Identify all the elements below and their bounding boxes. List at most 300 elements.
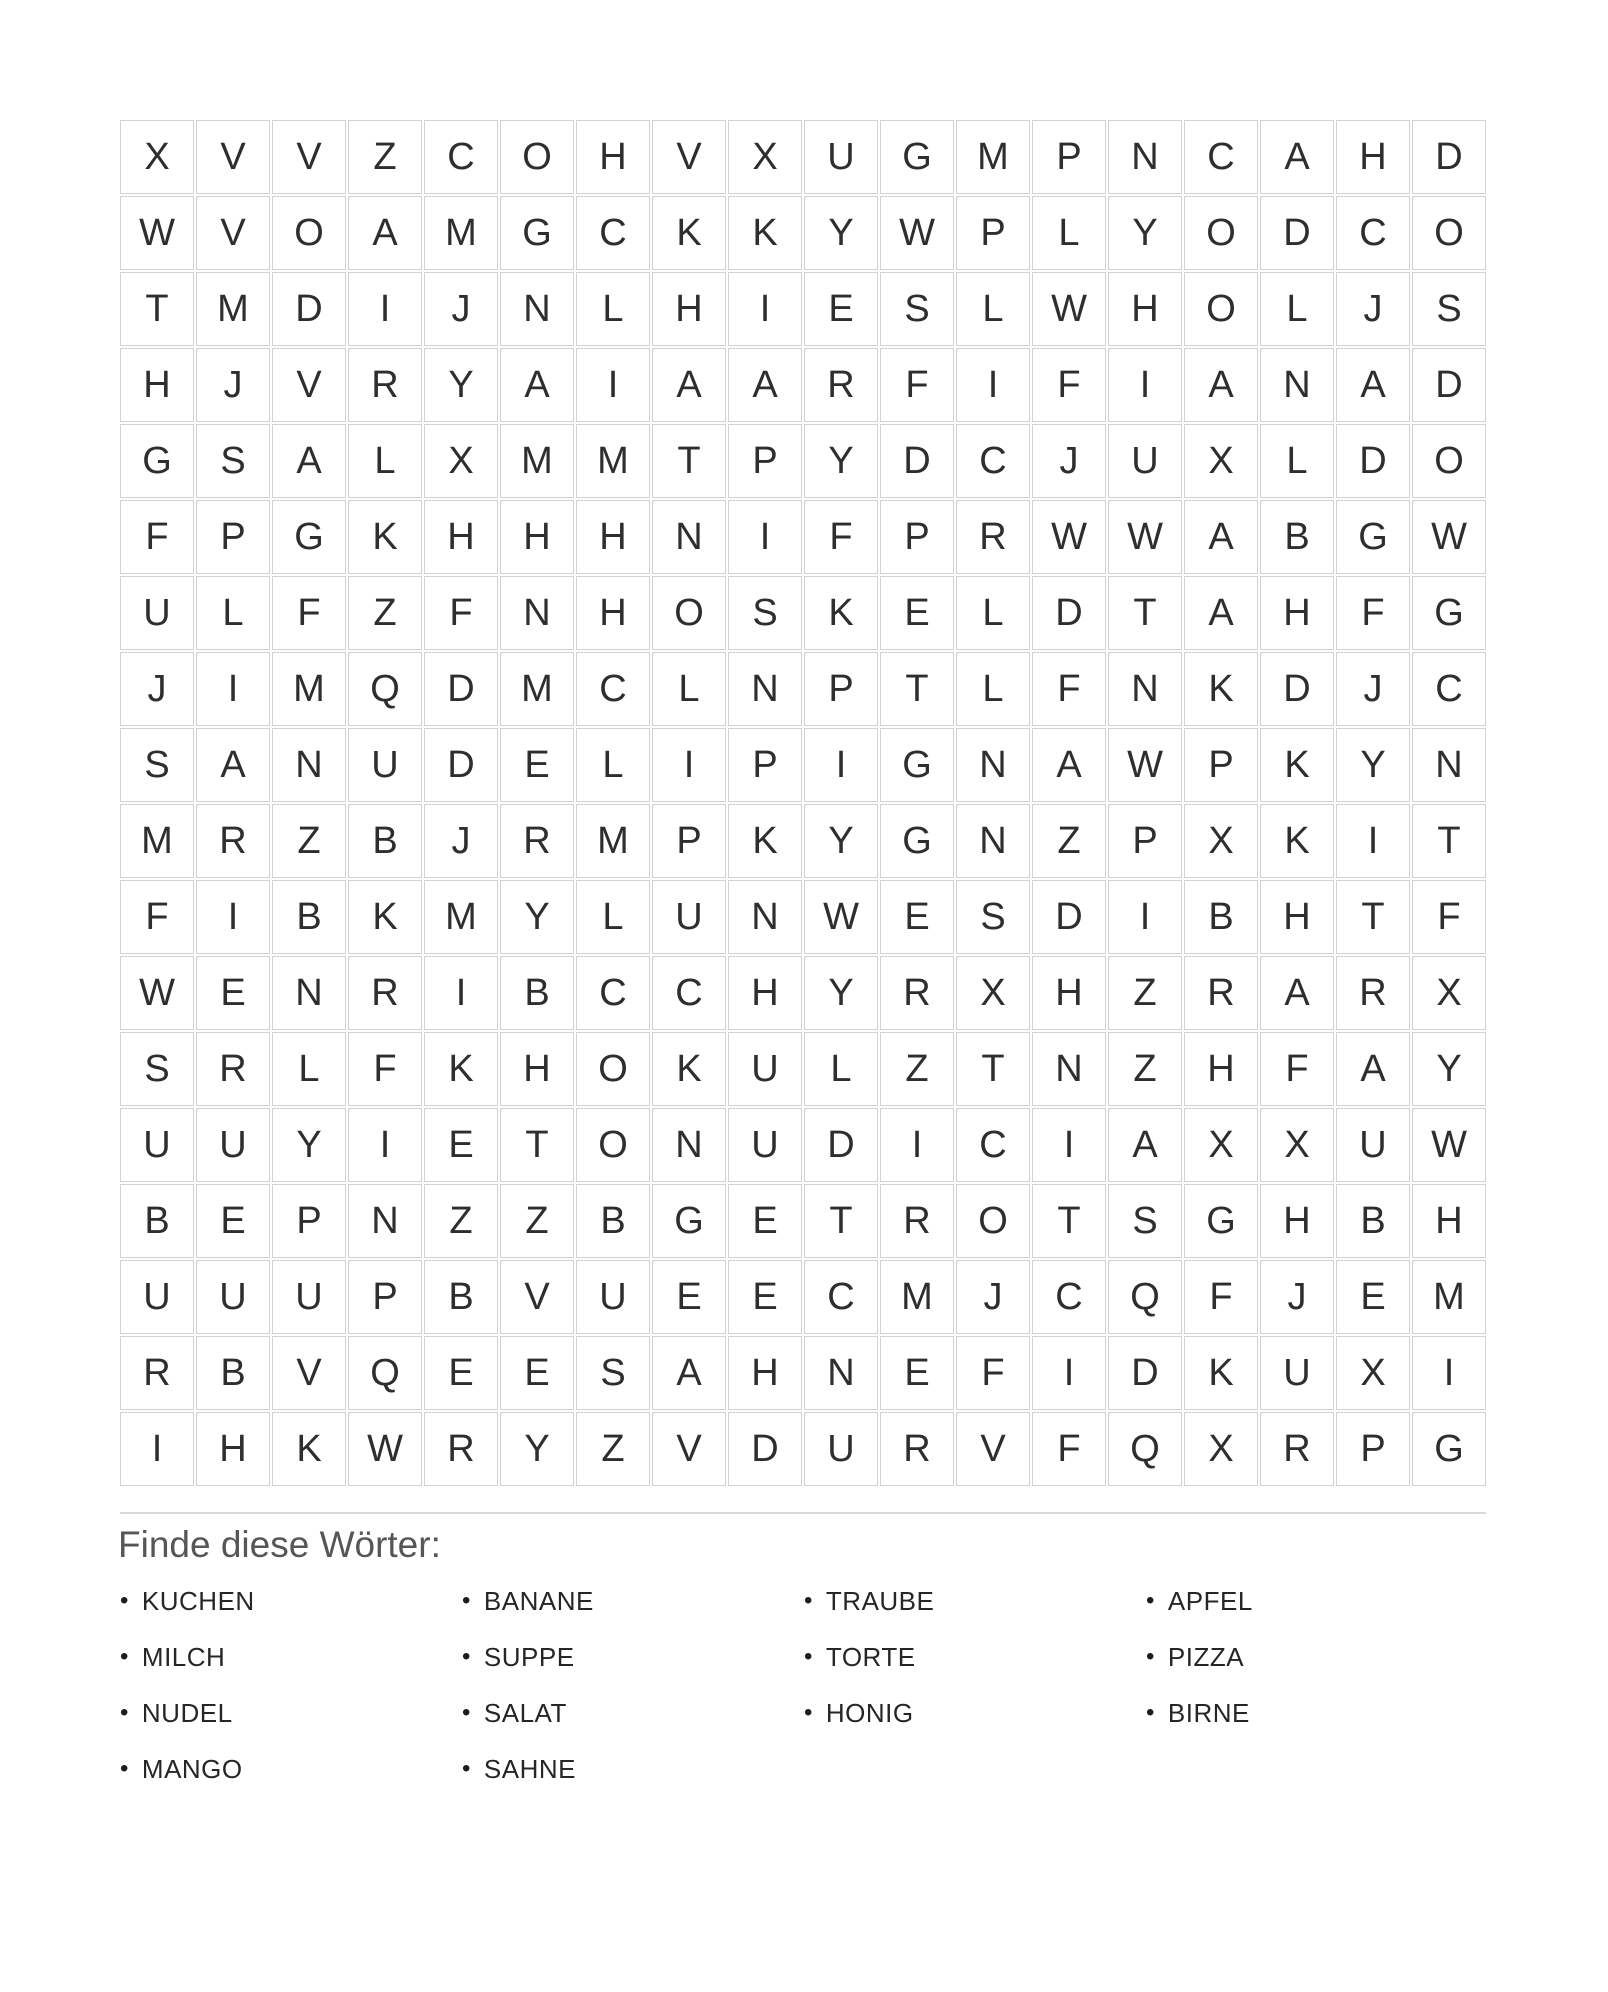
grid-cell: R: [424, 1412, 498, 1486]
grid-cell: I: [1032, 1336, 1106, 1410]
grid-cell: H: [500, 1032, 574, 1106]
grid-cell: M: [1412, 1260, 1486, 1334]
grid-cell: U: [804, 120, 878, 194]
grid-cell: Y: [804, 804, 878, 878]
grid-cell: E: [880, 1336, 954, 1410]
grid-cell: O: [1184, 196, 1258, 270]
grid-cell: B: [196, 1336, 270, 1410]
grid-cell: F: [804, 500, 878, 574]
grid-cell: E: [500, 1336, 574, 1410]
grid-cell: R: [956, 500, 1030, 574]
grid-cell: Z: [500, 1184, 574, 1258]
grid-cell: U: [272, 1260, 346, 1334]
grid-cell: J: [120, 652, 194, 726]
grid-cell: M: [272, 652, 346, 726]
grid-cell: F: [880, 348, 954, 422]
grid-cell: L: [272, 1032, 346, 1106]
grid-cell: G: [120, 424, 194, 498]
grid-cell: I: [196, 652, 270, 726]
grid-cell: T: [804, 1184, 878, 1258]
grid-cell: K: [652, 196, 726, 270]
grid-cell: D: [1336, 424, 1410, 498]
grid-cell: E: [500, 728, 574, 802]
word-list-item: [804, 1698, 1146, 1728]
grid-cell: F: [1336, 576, 1410, 650]
grid-cell: N: [728, 652, 802, 726]
grid-cell: A: [1260, 956, 1334, 1030]
grid-cell: K: [1184, 652, 1258, 726]
grid-cell: T: [500, 1108, 574, 1182]
grid-cell: R: [1260, 1412, 1334, 1486]
word-text: BANANE: [483, 1585, 594, 1616]
grid-cell: P: [1336, 1412, 1410, 1486]
grid-cell: X: [1412, 956, 1486, 1030]
grid-cell: K: [728, 196, 802, 270]
grid-cell: V: [196, 120, 270, 194]
grid-cell: P: [880, 500, 954, 574]
grid-cell: U: [652, 880, 726, 954]
grid-cell: D: [728, 1412, 802, 1486]
grid-cell: Z: [424, 1184, 498, 1258]
grid-cell: H: [500, 500, 574, 574]
grid-cell: A: [196, 728, 270, 802]
grid-cell: A: [500, 348, 574, 422]
grid-cell: N: [500, 576, 574, 650]
grid-cell: S: [1412, 272, 1486, 346]
word-list-item: [462, 1698, 804, 1728]
grid-cell: G: [1412, 1412, 1486, 1486]
grid-cell: J: [1260, 1260, 1334, 1334]
grid-cell: T: [1108, 576, 1182, 650]
grid-cell: I: [1108, 880, 1182, 954]
grid-cell: I: [348, 1108, 422, 1182]
word-text: MANGO: [141, 1753, 243, 1784]
grid-cell: F: [120, 500, 194, 574]
grid-cell: L: [348, 424, 422, 498]
grid-cell: A: [1108, 1108, 1182, 1182]
grid-cell: L: [956, 652, 1030, 726]
grid-cell: E: [424, 1336, 498, 1410]
grid-cell: U: [576, 1260, 650, 1334]
bullet-icon: •: [120, 1755, 129, 1782]
grid-cell: X: [1184, 1412, 1258, 1486]
grid-cell: H: [120, 348, 194, 422]
word-text: PIZZA: [1167, 1641, 1245, 1672]
grid-cell: E: [1336, 1260, 1410, 1334]
grid-cell: E: [652, 1260, 726, 1334]
grid-cell: H: [1260, 1184, 1334, 1258]
grid-cell: C: [652, 956, 726, 1030]
grid-cell: K: [1184, 1336, 1258, 1410]
grid-cell: Y: [500, 1412, 574, 1486]
grid-cell: H: [424, 500, 498, 574]
grid-cell: I: [576, 348, 650, 422]
word-text: HONIG: [825, 1697, 914, 1728]
word-list-item: [120, 1754, 462, 1784]
grid-cell: J: [1336, 272, 1410, 346]
grid-cell: F: [956, 1336, 1030, 1410]
grid-cell: G: [1184, 1184, 1258, 1258]
grid-cell: I: [1336, 804, 1410, 878]
grid-cell: B: [576, 1184, 650, 1258]
grid-cell: E: [880, 576, 954, 650]
grid-cell: C: [576, 196, 650, 270]
word-text: SUPPE: [483, 1641, 575, 1672]
grid-cell: M: [424, 880, 498, 954]
grid-cell: A: [1184, 348, 1258, 422]
bullet-icon: •: [1146, 1587, 1155, 1614]
word-list-item: [804, 1642, 1146, 1672]
grid-cell: N: [1108, 120, 1182, 194]
grid-cell: Q: [348, 652, 422, 726]
grid-cell: S: [1108, 1184, 1182, 1258]
grid-cell: D: [424, 728, 498, 802]
grid-cell: Y: [500, 880, 574, 954]
grid-cell: I: [348, 272, 422, 346]
grid-cell: X: [1260, 1108, 1334, 1182]
grid-cell: M: [500, 424, 574, 498]
grid-cell: D: [1108, 1336, 1182, 1410]
grid-cell: L: [576, 272, 650, 346]
grid-cell: F: [1032, 652, 1106, 726]
grid-cell: U: [804, 1412, 878, 1486]
grid-cell: U: [120, 1108, 194, 1182]
grid-cell: T: [1032, 1184, 1106, 1258]
grid-cell: O: [500, 120, 574, 194]
word-text: BIRNE: [1167, 1697, 1250, 1728]
grid-cell: P: [348, 1260, 422, 1334]
grid-cell: C: [576, 652, 650, 726]
word-list-column: [120, 1586, 462, 1810]
grid-cell: N: [500, 272, 574, 346]
divider: [120, 1512, 1486, 1514]
grid-cell: W: [120, 956, 194, 1030]
grid-cell: Y: [1412, 1032, 1486, 1106]
grid-cell: L: [956, 272, 1030, 346]
grid-cell: D: [880, 424, 954, 498]
bullet-icon: •: [462, 1755, 471, 1782]
grid-cell: O: [576, 1032, 650, 1106]
grid-cell: A: [652, 348, 726, 422]
grid-cell: Z: [348, 576, 422, 650]
grid-cell: N: [956, 804, 1030, 878]
grid-cell: I: [196, 880, 270, 954]
grid-cell: Y: [804, 424, 878, 498]
word-text: KUCHEN: [141, 1585, 255, 1616]
grid-cell: J: [1336, 652, 1410, 726]
grid-cell: H: [1032, 956, 1106, 1030]
grid-cell: T: [1336, 880, 1410, 954]
grid-cell: H: [728, 956, 802, 1030]
grid-cell: U: [120, 576, 194, 650]
grid-cell: F: [1184, 1260, 1258, 1334]
grid-cell: L: [956, 576, 1030, 650]
word-text: NUDEL: [141, 1697, 233, 1728]
grid-cell: X: [120, 120, 194, 194]
grid-cell: A: [1336, 348, 1410, 422]
grid-cell: O: [1412, 424, 1486, 498]
grid-cell: K: [728, 804, 802, 878]
grid-cell: N: [956, 728, 1030, 802]
grid-cell: X: [956, 956, 1030, 1030]
grid-cell: M: [880, 1260, 954, 1334]
grid-cell: A: [1336, 1032, 1410, 1106]
grid-cell: L: [1032, 196, 1106, 270]
grid-cell: T: [956, 1032, 1030, 1106]
grid-cell: G: [500, 196, 574, 270]
grid-cell: S: [120, 1032, 194, 1106]
grid-cell: N: [272, 956, 346, 1030]
grid-cell: C: [1412, 652, 1486, 726]
grid-cell: F: [348, 1032, 422, 1106]
grid-cell: L: [576, 880, 650, 954]
grid-cell: V: [652, 1412, 726, 1486]
grid-cell: O: [576, 1108, 650, 1182]
grid-cell: F: [1260, 1032, 1334, 1106]
grid-cell: E: [728, 1260, 802, 1334]
grid-cell: E: [196, 956, 270, 1030]
grid-cell: N: [1260, 348, 1334, 422]
grid-cell: F: [272, 576, 346, 650]
grid-cell: W: [804, 880, 878, 954]
grid-cell: X: [1184, 804, 1258, 878]
grid-cell: H: [576, 120, 650, 194]
grid-cell: S: [196, 424, 270, 498]
grid-cell: B: [500, 956, 574, 1030]
grid-cell: U: [196, 1260, 270, 1334]
grid-cell: B: [424, 1260, 498, 1334]
grid-cell: J: [956, 1260, 1030, 1334]
grid-cell: G: [1336, 500, 1410, 574]
word-list-item: [1146, 1698, 1488, 1728]
bullet-icon: •: [1146, 1699, 1155, 1726]
grid-cell: Y: [272, 1108, 346, 1182]
grid-cell: K: [272, 1412, 346, 1486]
grid-cell: I: [880, 1108, 954, 1182]
word-list-column: [1146, 1586, 1488, 1810]
grid-cell: Z: [1032, 804, 1106, 878]
grid-cell: Z: [576, 1412, 650, 1486]
grid-cell: A: [348, 196, 422, 270]
grid-cell: D: [1032, 576, 1106, 650]
grid-cell: Z: [348, 120, 422, 194]
bullet-icon: •: [462, 1699, 471, 1726]
grid-cell: J: [196, 348, 270, 422]
grid-cell: C: [576, 956, 650, 1030]
grid-cell: K: [348, 880, 422, 954]
grid-cell: R: [196, 1032, 270, 1106]
grid-cell: I: [1412, 1336, 1486, 1410]
grid-cell: T: [1412, 804, 1486, 878]
grid-cell: P: [956, 196, 1030, 270]
grid-cell: Q: [1108, 1412, 1182, 1486]
grid-cell: H: [1336, 120, 1410, 194]
grid-cell: B: [1184, 880, 1258, 954]
grid-cell: W: [348, 1412, 422, 1486]
grid-cell: O: [652, 576, 726, 650]
grid-cell: V: [500, 1260, 574, 1334]
word-list-item: [462, 1754, 804, 1784]
grid-cell: I: [956, 348, 1030, 422]
grid-cell: U: [1108, 424, 1182, 498]
grid-cell: O: [1184, 272, 1258, 346]
grid-cell: R: [120, 1336, 194, 1410]
grid-cell: G: [880, 728, 954, 802]
grid-cell: R: [1336, 956, 1410, 1030]
word-text: TORTE: [825, 1641, 916, 1672]
grid-cell: X: [1184, 1108, 1258, 1182]
grid-cell: A: [1184, 500, 1258, 574]
grid-cell: K: [424, 1032, 498, 1106]
grid-cell: P: [728, 424, 802, 498]
word-list-item: [462, 1642, 804, 1672]
word-list-item: [120, 1698, 462, 1728]
grid-cell: E: [424, 1108, 498, 1182]
grid-cell: S: [880, 272, 954, 346]
grid-cell: C: [1336, 196, 1410, 270]
grid-cell: Y: [804, 196, 878, 270]
grid-cell: L: [576, 728, 650, 802]
word-list-title: Finde diese Wörter:: [118, 1524, 441, 1565]
grid-cell: N: [652, 1108, 726, 1182]
grid-cell: N: [804, 1336, 878, 1410]
word-text: APFEL: [1167, 1585, 1253, 1616]
grid-cell: H: [196, 1412, 270, 1486]
grid-cell: T: [120, 272, 194, 346]
grid-cell: C: [956, 424, 1030, 498]
grid-cell: P: [1184, 728, 1258, 802]
grid-cell: V: [196, 196, 270, 270]
grid-cell: D: [424, 652, 498, 726]
grid-cell: Y: [804, 956, 878, 1030]
grid-cell: U: [348, 728, 422, 802]
grid-cell: D: [1412, 120, 1486, 194]
grid-cell: E: [880, 880, 954, 954]
grid-cell: K: [804, 576, 878, 650]
grid-cell: D: [1260, 196, 1334, 270]
grid-cell: Y: [1108, 196, 1182, 270]
word-list-item: [120, 1586, 462, 1616]
grid-cell: Z: [1108, 956, 1182, 1030]
grid-cell: K: [1260, 728, 1334, 802]
grid-cell: N: [1412, 728, 1486, 802]
grid-cell: A: [272, 424, 346, 498]
grid-cell: P: [652, 804, 726, 878]
grid-cell: Q: [348, 1336, 422, 1410]
word-list: [120, 1586, 1488, 1810]
grid-cell: B: [1260, 500, 1334, 574]
grid-cell: P: [1032, 120, 1106, 194]
grid-cell: J: [424, 804, 498, 878]
word-list-column: [462, 1586, 804, 1810]
grid-cell: U: [1336, 1108, 1410, 1182]
grid-cell: R: [880, 956, 954, 1030]
grid-cell: I: [120, 1412, 194, 1486]
grid-cell: H: [1412, 1184, 1486, 1258]
grid-cell: P: [272, 1184, 346, 1258]
word-text: SAHNE: [483, 1753, 576, 1784]
grid-cell: R: [500, 804, 574, 878]
grid-cell: O: [956, 1184, 1030, 1258]
grid-cell: J: [1032, 424, 1106, 498]
grid-cell: X: [424, 424, 498, 498]
grid-cell: L: [196, 576, 270, 650]
grid-cell: F: [424, 576, 498, 650]
grid-cell: U: [1260, 1336, 1334, 1410]
grid-cell: I: [1032, 1108, 1106, 1182]
grid-cell: N: [348, 1184, 422, 1258]
grid-cell: I: [804, 728, 878, 802]
grid-cell: L: [804, 1032, 878, 1106]
grid-cell: X: [728, 120, 802, 194]
grid-cell: I: [728, 272, 802, 346]
grid-cell: T: [652, 424, 726, 498]
grid-cell: V: [652, 120, 726, 194]
grid-cell: N: [1032, 1032, 1106, 1106]
grid-cell: M: [196, 272, 270, 346]
grid-cell: Y: [424, 348, 498, 422]
bullet-icon: •: [804, 1587, 813, 1614]
grid-cell: P: [804, 652, 878, 726]
grid-cell: B: [1336, 1184, 1410, 1258]
grid-cell: V: [956, 1412, 1030, 1486]
grid-cell: H: [576, 500, 650, 574]
grid-cell: R: [1184, 956, 1258, 1030]
word-list-column: [804, 1586, 1146, 1810]
grid-cell: J: [424, 272, 498, 346]
grid-cell: W: [120, 196, 194, 270]
grid-cell: S: [956, 880, 1030, 954]
word-text: SALAT: [483, 1697, 567, 1728]
grid-cell: P: [1108, 804, 1182, 878]
grid-cell: R: [880, 1412, 954, 1486]
grid-cell: Q: [1108, 1260, 1182, 1334]
grid-cell: G: [652, 1184, 726, 1258]
grid-cell: O: [272, 196, 346, 270]
grid-cell: P: [728, 728, 802, 802]
grid-cell: T: [880, 652, 954, 726]
grid-cell: C: [1184, 120, 1258, 194]
grid-cell: G: [272, 500, 346, 574]
grid-cell: F: [1032, 348, 1106, 422]
grid-cell: E: [804, 272, 878, 346]
grid-cell: I: [728, 500, 802, 574]
grid-cell: M: [576, 804, 650, 878]
grid-cell: N: [652, 500, 726, 574]
word-search-grid: [120, 120, 1486, 1486]
grid-cell: O: [1412, 196, 1486, 270]
grid-cell: F: [1412, 880, 1486, 954]
grid-cell: K: [348, 500, 422, 574]
grid-cell: V: [272, 120, 346, 194]
grid-cell: I: [1108, 348, 1182, 422]
grid-cell: U: [120, 1260, 194, 1334]
grid-cell: G: [1412, 576, 1486, 650]
grid-cell: D: [272, 272, 346, 346]
grid-cell: L: [1260, 272, 1334, 346]
grid-cell: K: [1260, 804, 1334, 878]
grid-cell: A: [728, 348, 802, 422]
bullet-icon: •: [1146, 1643, 1155, 1670]
grid-cell: M: [424, 196, 498, 270]
word-list-item: [1146, 1642, 1488, 1672]
grid-cell: X: [1336, 1336, 1410, 1410]
grid-cell: B: [272, 880, 346, 954]
grid-cell: F: [1032, 1412, 1106, 1486]
grid-cell: Z: [1108, 1032, 1182, 1106]
grid-cell: G: [880, 804, 954, 878]
grid-cell: C: [804, 1260, 878, 1334]
